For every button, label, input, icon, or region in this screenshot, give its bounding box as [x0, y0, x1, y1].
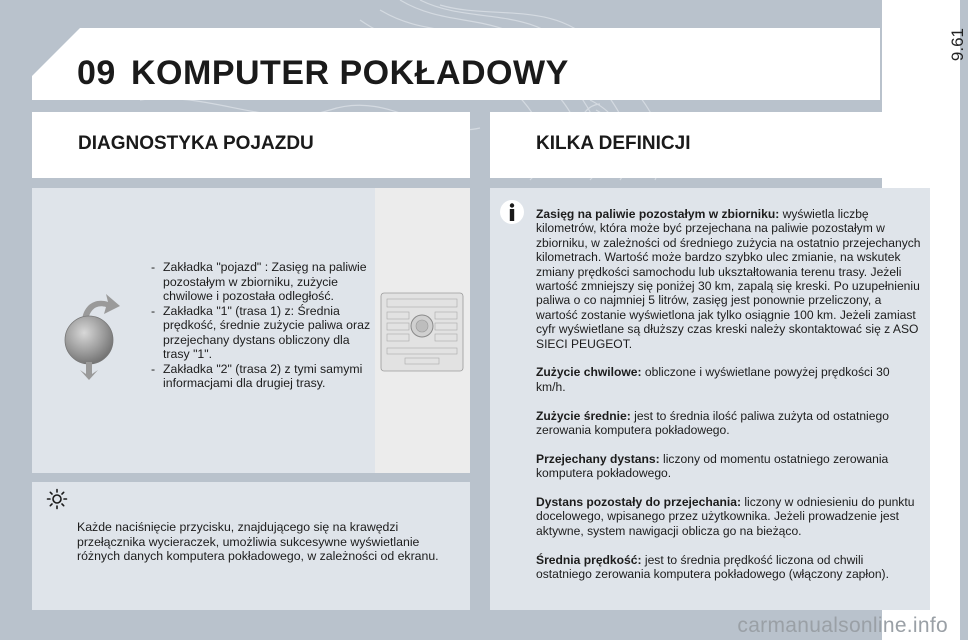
definition-text: wyświetla liczbę kilometrów, która może być przejechana na paliwie pozostałym w zbiorniku, w zależności od średniego zużycia na ostatnio przejechanych kilometrach. Wartość może bardzo szybko ulec zmianie, na wskutek zmiany prędkości samochodu lub ukształtowania terenu trasy. Jeżeli wartość zmniejszy się poniżej 30 km, zapalą się kreski. Po uzupełnieniu paliwa o co najmniej 5 litrów, zasięg jest ponownie przeliczony, a wartość zostanie wyświetlona jak tylko osiągnie 100 km. Jeżeli zamiast cyfr wyświetlane są dłuższy czas kreski należy skontaktować się z ASO SIECI PEUGEOT. — [536, 207, 921, 351]
definition-distance-remaining — [536, 495, 921, 538]
definition-term: Zużycie średnie: — [536, 408, 631, 423]
definitions-list — [536, 207, 921, 596]
definition-term: Dystans pozostały do przejechania: — [536, 495, 741, 510]
definition-instant-consumption — [536, 365, 921, 394]
definition-term: Średnia prędkość: — [536, 552, 642, 567]
diagnostics-item-trip2: - Zakładka "2" (trasa 2) z tymi samymi informacjami dla drugiej trasy. — [148, 362, 373, 391]
right-section-title: KILKA DEFINICJI — [536, 133, 691, 154]
definition-range — [536, 207, 921, 351]
definition-average-consumption — [536, 409, 921, 438]
diagnostics-item-trip1: - Zakładka "1" (trasa 1) z: Średnia prędkość, średnie zużycie paliwa oraz przejechany dystans obliczony dla trasy "1". — [148, 304, 373, 362]
definition-text: liczony w odniesieniu do punktu docelowego, wpisanego przez użytkownika. Jeżeli prowadzenie jest aktywne, system nawigacji oblicza go na bieżąco. — [536, 495, 915, 538]
radio-unit-illustration — [375, 188, 470, 473]
chapter-title: KOMPUTER POKŁADOWY — [131, 54, 569, 92]
definition-text: liczony od momentu ostatniego zerowania komputera pokładowego. — [536, 451, 889, 481]
definition-term: Zużycie chwilowe: — [536, 365, 642, 380]
diagnostics-item-vehicle: - Zakładka "pojazd" : Zasięg na paliwie pozostałym w zbiorniku, zużycie chwilowe i pozostała odległość. — [148, 260, 373, 304]
sun-icon — [46, 488, 68, 510]
left-section-title: DIAGNOSTYKA POJAZDU — [78, 133, 314, 154]
definition-text: jest to średnia prędkość liczona od chwili ostatniego zerowania komputera pokładowego (włączony zapłon). — [536, 552, 889, 582]
chapter-number: 09 — [77, 54, 116, 92]
watermark: carmanualsonline.info — [737, 614, 948, 637]
definition-text: jest to średnia ilość paliwa zużyta od ostatniego zerowania komputera pokładowego. — [536, 408, 889, 438]
definition-distance-travelled — [536, 452, 921, 481]
definition-term: Przejechany dystans: — [536, 451, 660, 466]
tip-text: Każde naciśnięcie przycisku, znajdującego się na krawędzi przełącznika wycieraczek, umożliwia sukcesywne wyświetlanie różnych danych komputera pokładowego, w zależności od ekranu. — [77, 520, 439, 564]
info-icon — [499, 199, 525, 225]
diagnostics-list — [148, 260, 373, 391]
definition-text: obliczone i wyświetlane powyżej prędkości 30 km/h. — [536, 365, 890, 394]
page-number: 9.61 — [948, 28, 967, 62]
rotary-knob-icon — [62, 290, 122, 380]
definition-term: Zasięg na paliwie pozostałym w zbiorniku: — [536, 207, 780, 221]
definition-average-speed — [536, 553, 921, 582]
